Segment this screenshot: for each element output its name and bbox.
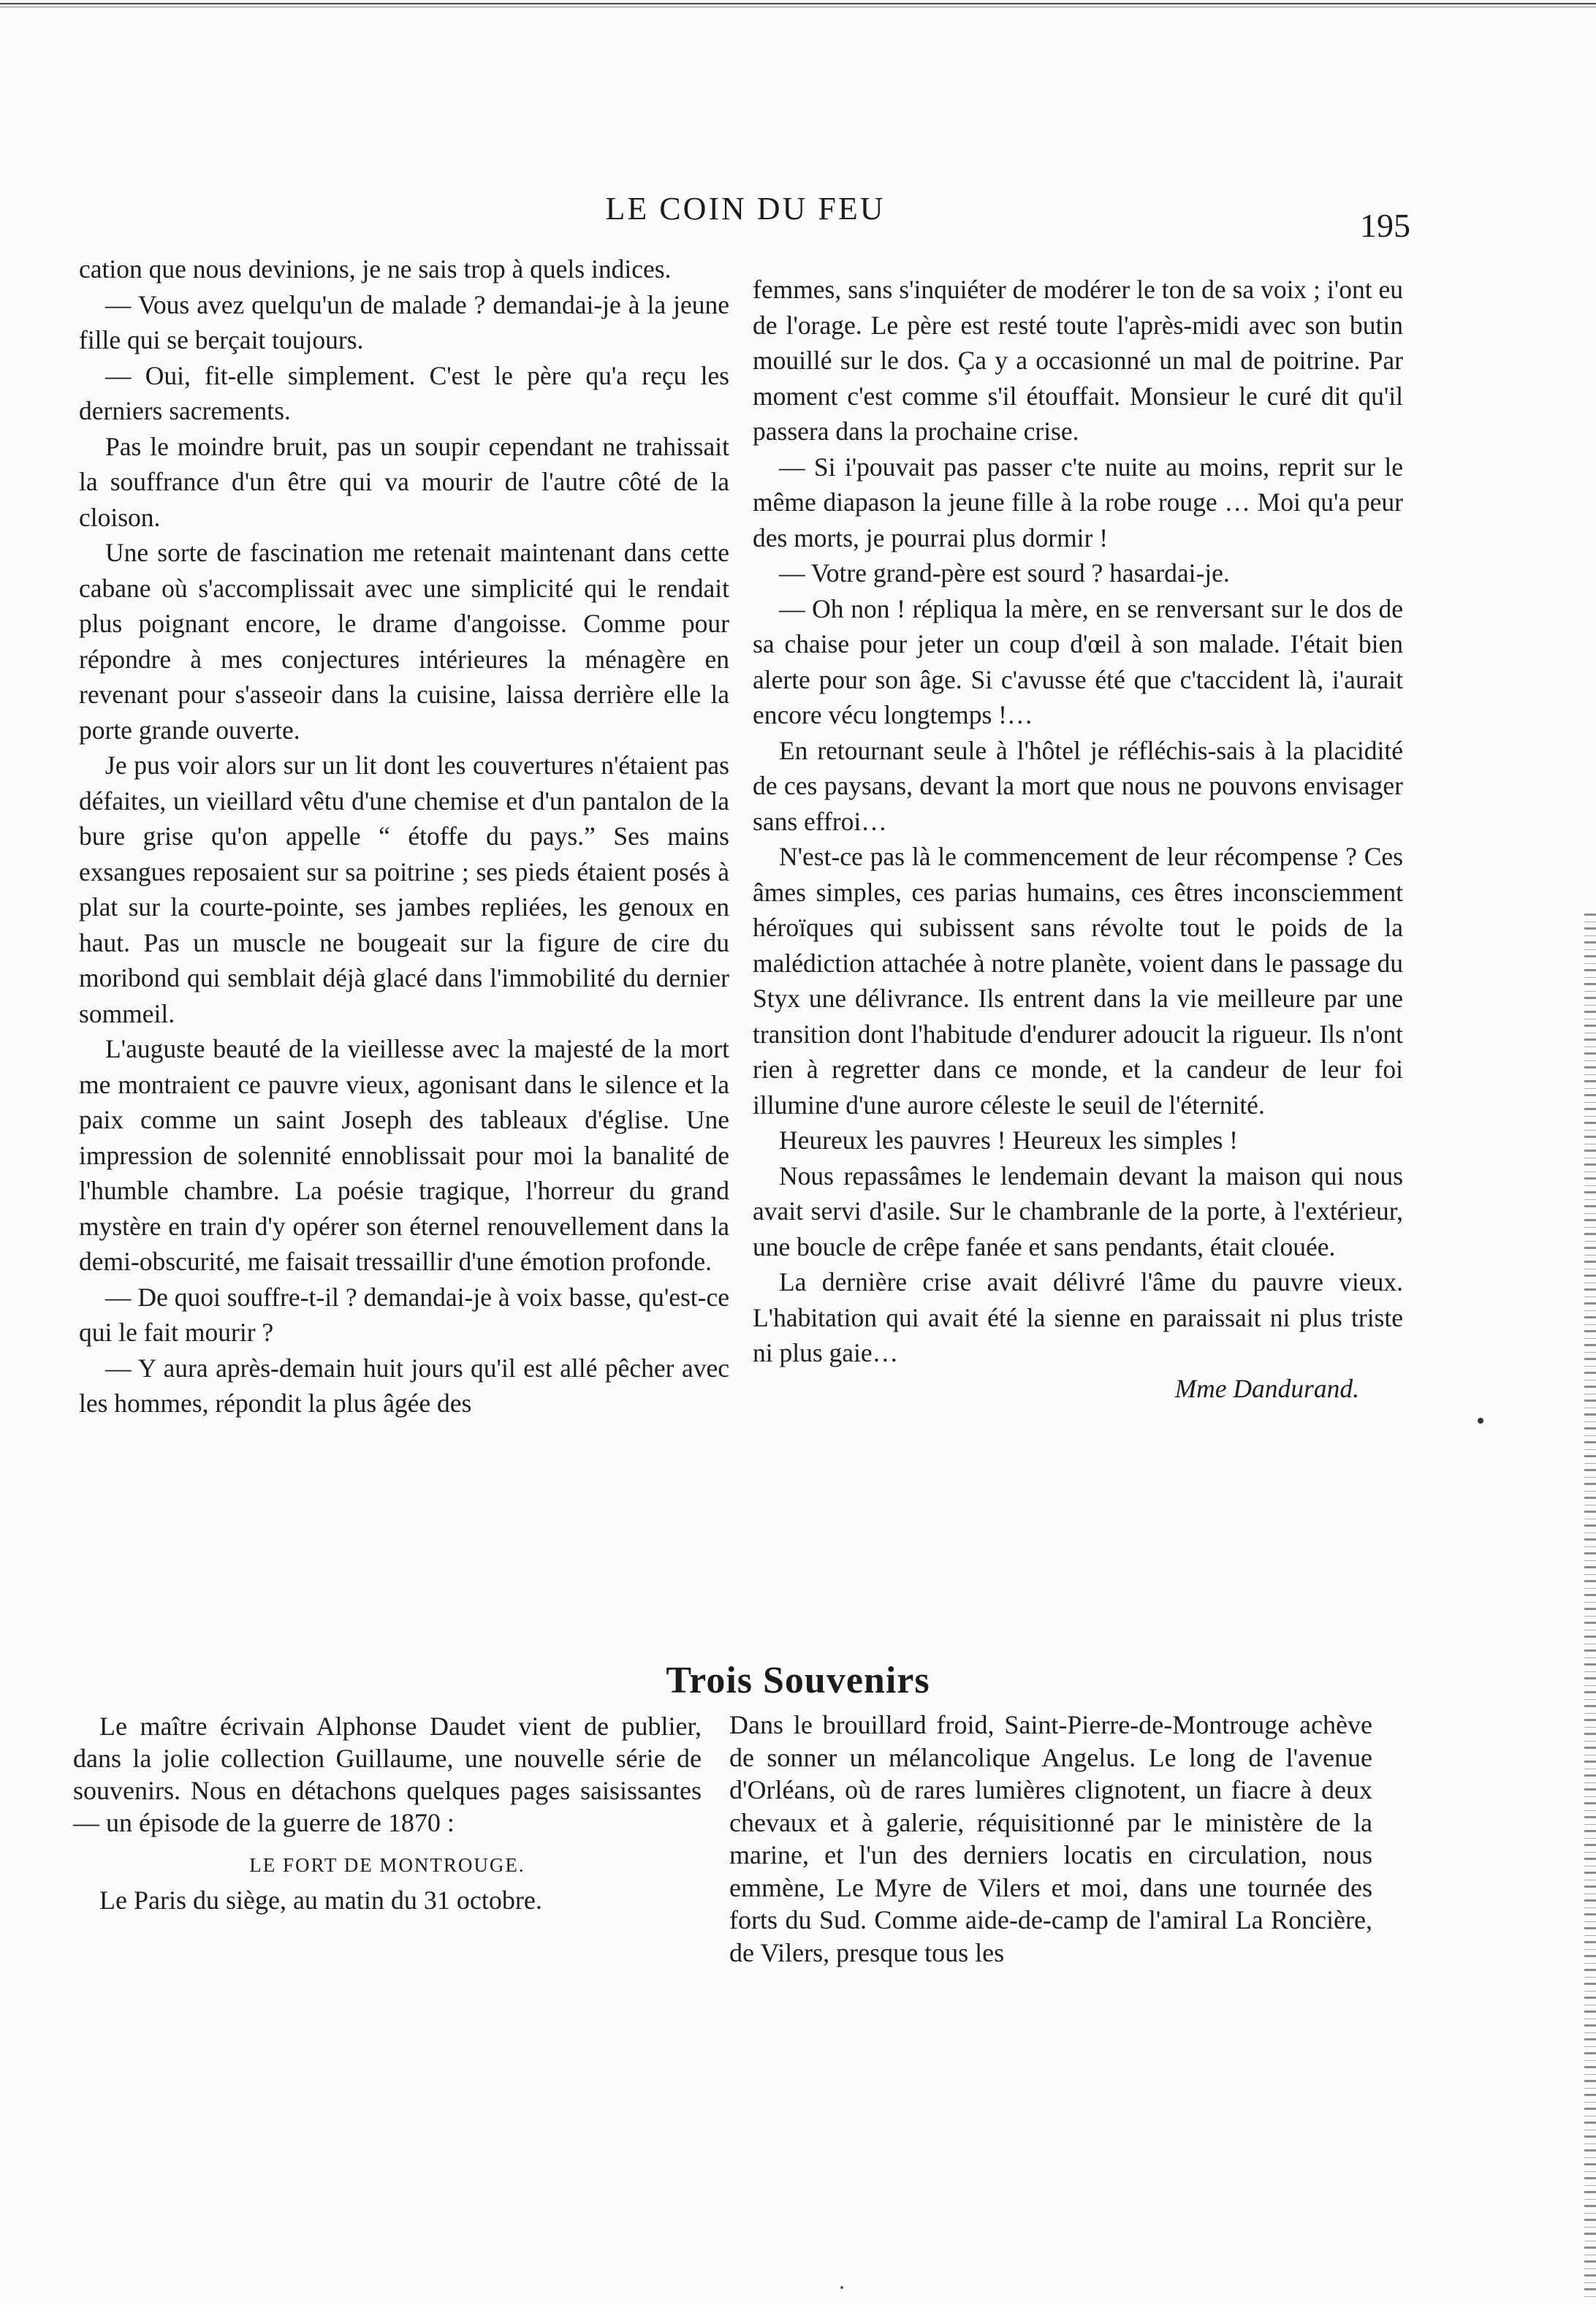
paragraph: Une sorte de fascination me retenait maintenant dans cette cabane où s'accomplissait avec une simplicité qui le rendait plus poignant encore, le drame d'angoisse. Comme pour répondre à mes conjectures intérieures la ménagère en revenant pour s'asseoir dans la cuisine, laissa derrière elle la porte grande ouverte. [79,538,729,745]
paragraph: Pas le moindre bruit, pas un soupir cependant ne trahissait la souffrance d'un être qui va mourir de l'autre côté de la cloison. [79,431,729,532]
paragraph: Nous repassâmes le lendemain devant la maison qui nous avait servi d'asile. Sur le chambranle de la porte, à l'extérieur, une boucle de crêpe fanée et sans pendants, était clouée. [753,1161,1403,1261]
column-right-top [753,272,1403,1406]
ink-speck [1478,1418,1483,1424]
paragraph: — Votre grand-père est sourd ? hasardai-je. [779,558,1230,588]
paragraph: cation que nous devinions, je ne sais trop à quels indices. [79,254,672,284]
scan-edge-right [1584,914,1596,2302]
scan-edge-top [0,3,1596,10]
paragraph: — Oh non ! répliqua la mère, en se renversant sur le dos de sa chaise pour jeter un coup d'œil à son malade. I'était bien alerte pour son âge. Si c'avusse été que c'taccident là, i'aurait encore vécu longtemps !… [753,593,1403,729]
paragraph: N'est-ce pas là le commencement de leur récompense ? Ces âmes simples, ces parias humains, ces êtres inconsciemment héroïques qui subissent sans révolte tout le poids de la malédiction attachée à notre planète, voient dans le passage du Styx une délivrance. Ils entrent dans la vie meilleure par une transition dont l'habitude d'endurer adoucit la rigueur. Ils n'ont rien à regretter dans ce monde, et la candeur de leur foi illumine d'une aurore céleste le seuil de l'éternité. [753,842,1403,1120]
author-signature: Mme Dandurand. [1174,1373,1359,1403]
section-title: Trois Souvenirs [666,1660,930,1701]
paragraph: — Y aura après-demain huit jours qu'il est allé pêcher avec les hommes, répondit la plus âgée des [79,1353,729,1418]
column-left-top [79,251,729,1421]
page-number: 195 [1360,207,1410,244]
column-right-bottom [729,1709,1372,1969]
paragraph: En retournant seule à l'hôtel je réfléchis-sais à la placidité de ces paysans, devant la mort que nous ne pouvons envisager sans effroi… [753,735,1403,836]
paragraph: — De quoi souffre-t-il ? demandai-je à voix basse, qu'est-ce qui le fait mourir ? [79,1282,729,1347]
paragraph: Je pus voir alors sur un lit dont les couvertures n'étaient pas défaites, un vieillard vêtu d'une chemise et d'un pantalon de la bure grise qu'on appelle “ étoffe du pays.” Ses mains exsangues reposaient sur sa poitrine ; ses pieds étaient posés à plat sur la courte-pointe, ses jambes repliées, les genoux en haut. Pas un muscle ne bougeait sur la figure de cire du moribond qui semblait déjà glacé dans l'immobilité du dernier sommeil. [79,751,729,1028]
paragraph: — Oui, fit-elle simplement. C'est le père qu'a reçu les derniers sacrements. [79,360,729,425]
running-title: LE COIN DU FEU [605,191,886,227]
column-left-bottom [73,1710,702,1916]
paragraph: Dans le brouillard froid, Saint-Pierre-de-Montrouge achève de sonner un mélancolique Angelus. Le long de l'avenue d'Orléans, où de rares lumières clignotent, un fiacre à deux chevaux et à galerie, réquisitionné par le ministère de la marine, et l'un des derniers locatis en circulation, nous emmène, Le Myre de Vilers et moi, dans une tournée des forts du Sud. Comme aide-de-camp de l'amiral La Roncière, de Vilers, presque tous les [729,1710,1372,1967]
running-head [0,186,1596,244]
paragraph: Le Paris du siège, au matin du 31 octobre. [99,1886,542,1915]
paragraph: Heureux les pauvres ! Heureux les simples ! [779,1125,1238,1155]
paragraph: femmes, sans s'inquiéter de modérer le ton de sa voix ; i'ont eu de l'orage. Le père est resté toute l'après-midi avec son butin mouillé sur le dos. Ça y a occasionné un mal de poitrine. Par moment c'est comme s'il étouffait. Monsieur le curé dit qu'il passera dans la prochaine crise. [753,275,1403,446]
paragraph: — Vous avez quelqu'un de malade ? demandai-je à la jeune fille qui se berçait toujours. [79,289,729,354]
subheading: LE FORT DE MONTROUGE. [249,1854,525,1876]
paragraph: — Si i'pouvait pas passer c'te nuite au moins, reprit sur le même diapason la jeune fille à la robe rouge … Moi qu'a peur des morts, je pourrai plus dormir ! [753,452,1403,552]
paragraph: L'auguste beauté de la vieillesse avec la majesté de la mort me montraient ce pauvre vieux, agonisant dans le silence et la paix comme un saint Joseph des tableaux d'église. Une impression de solennité ennoblissait pour moi la banalité de l'humble chambre. La poésie tragique, l'horreur du grand mystère en train d'y opérer son éternel renouvellement dans la demi-obscurité, me faisait tressaillir d'une émotion profonde. [79,1034,729,1276]
ink-speck [840,2286,843,2289]
paragraph: Le maître écrivain Alphonse Daudet vient de publier, dans la jolie collection Guillaume, une nouvelle série de souvenirs. Nous en détachons quelques pages saisissantes — un épisode de la guerre de 1870 : [73,1712,702,1837]
paragraph: La dernière crise avait délivré l'âme du pauvre vieux. L'habitation qui avait été la sienne en paraissait ni plus triste ni plus gaie… [753,1267,1403,1367]
